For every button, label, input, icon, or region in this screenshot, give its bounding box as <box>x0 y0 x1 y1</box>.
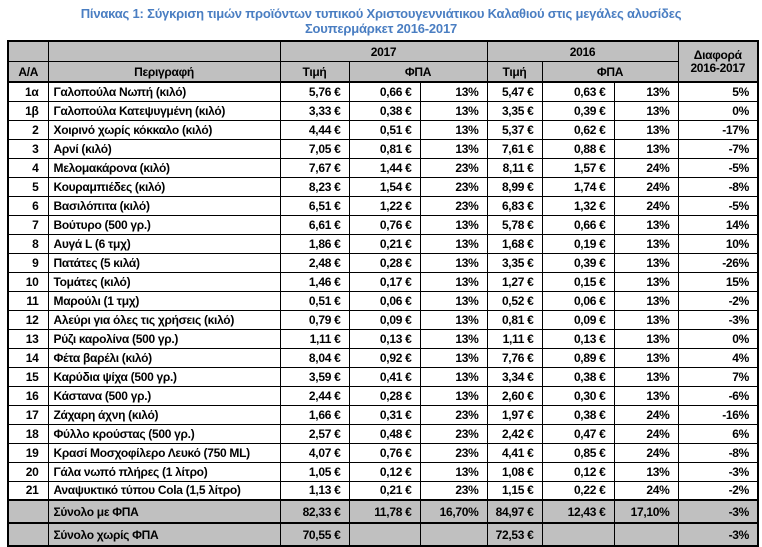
cell-vat-pct-2017: 23% <box>420 196 487 215</box>
cell-vat-2016: 0,09 € <box>542 310 614 329</box>
cell-vat-pct-2017 <box>420 523 487 546</box>
price-comparison-table <box>7 40 759 547</box>
header-group-2017: 2017 <box>280 41 487 62</box>
cell-diff: -26% <box>678 253 758 272</box>
cell-vat-2016 <box>542 523 614 546</box>
cell-diff: 0% <box>678 101 758 120</box>
cell-price-2017: 2,48 € <box>280 253 349 272</box>
cell-vat-pct-2016: 13% <box>614 348 678 367</box>
cell-price-2017: 0,51 € <box>280 291 349 310</box>
cell-vat-2016: 0,22 € <box>542 481 614 500</box>
cell-price-2017: 1,46 € <box>280 272 349 291</box>
cell-diff: 7% <box>678 367 758 386</box>
cell-aa: 17 <box>8 405 48 424</box>
cell-price-2016: 4,41 € <box>487 443 542 462</box>
cell-price-2017: 3,33 € <box>280 101 349 120</box>
cell-price-2017: 3,59 € <box>280 367 349 386</box>
cell-vat-2016: 0,88 € <box>542 139 614 158</box>
cell-aa: 9 <box>8 253 48 272</box>
cell-vat-pct-2017: 13% <box>420 291 487 310</box>
cell-price-2017: 1,86 € <box>280 234 349 253</box>
cell-vat-pct-2017: 13% <box>420 386 487 405</box>
cell-aa: 1β <box>8 101 48 120</box>
cell-price-2017: 6,61 € <box>280 215 349 234</box>
cell-vat-2017: 0,48 € <box>349 424 420 443</box>
table-row <box>8 177 758 196</box>
cell-vat-pct-2016: 13% <box>614 462 678 481</box>
cell-aa: 5 <box>8 177 48 196</box>
table-row <box>8 348 758 367</box>
header-col-vat-2017: ΦΠΑ <box>349 62 487 83</box>
cell-price-2017: 5,76 € <box>280 82 349 101</box>
cell-price-2017: 8,04 € <box>280 348 349 367</box>
cell-description: Κάστανα (500 γρ.) <box>48 386 280 405</box>
cell-price-2016: 2,42 € <box>487 424 542 443</box>
cell-diff: -5% <box>678 158 758 177</box>
cell-aa: 4 <box>8 158 48 177</box>
cell-price-2017: 1,13 € <box>280 481 349 500</box>
cell-vat-pct-2016: 13% <box>614 291 678 310</box>
cell-price-2017: 1,11 € <box>280 329 349 348</box>
cell-aa: 20 <box>8 462 48 481</box>
cell-price-2016: 8,99 € <box>487 177 542 196</box>
table-row <box>8 158 758 177</box>
cell-aa: 2 <box>8 120 48 139</box>
cell-vat-pct-2017: 23% <box>420 158 487 177</box>
cell-price-2017: 2,57 € <box>280 424 349 443</box>
cell-price-2017: 6,51 € <box>280 196 349 215</box>
cell-vat-pct-2016: 13% <box>614 82 678 101</box>
table-row <box>8 405 758 424</box>
cell-description: Αυγά L (6 τμχ) <box>48 234 280 253</box>
cell-vat-2017: 0,31 € <box>349 405 420 424</box>
cell-price-2017: 82,33 € <box>280 500 349 523</box>
cell-vat-pct-2016: 24% <box>614 196 678 215</box>
cell-aa <box>8 523 48 546</box>
cell-vat-2017: 0,51 € <box>349 120 420 139</box>
cell-vat-2017: 0,17 € <box>349 272 420 291</box>
cell-description: Τομάτες (κιλό) <box>48 272 280 291</box>
cell-aa: 7 <box>8 215 48 234</box>
cell-price-2017: 7,67 € <box>280 158 349 177</box>
cell-vat-pct-2017: 13% <box>420 120 487 139</box>
cell-diff: -3% <box>678 523 758 546</box>
cell-diff: -2% <box>678 291 758 310</box>
cell-vat-pct-2016: 13% <box>614 253 678 272</box>
table-row <box>8 253 758 272</box>
cell-price-2017: 2,44 € <box>280 386 349 405</box>
cell-description: Γαλοπούλα Κατεψυγμένη (κιλό) <box>48 101 280 120</box>
cell-vat-pct-2017: 13% <box>420 367 487 386</box>
cell-price-2016: 1,27 € <box>487 272 542 291</box>
cell-vat-2017: 0,66 € <box>349 82 420 101</box>
cell-aa: 14 <box>8 348 48 367</box>
cell-aa: 19 <box>8 443 48 462</box>
cell-vat-2016: 0,85 € <box>542 443 614 462</box>
cell-description: Αρνί (κιλό) <box>48 139 280 158</box>
cell-vat-pct-2016: 17,10% <box>614 500 678 523</box>
cell-diff: -8% <box>678 177 758 196</box>
cell-description: Μελομακάρονα (κιλό) <box>48 158 280 177</box>
cell-diff: -7% <box>678 139 758 158</box>
cell-aa: 13 <box>8 329 48 348</box>
cell-price-2016: 3,34 € <box>487 367 542 386</box>
cell-price-2016: 72,53 € <box>487 523 542 546</box>
cell-diff: 5% <box>678 82 758 101</box>
cell-vat-2017: 0,41 € <box>349 367 420 386</box>
cell-price-2016: 7,61 € <box>487 139 542 158</box>
cell-description: Σύνολο χωρίς ΦΠΑ <box>48 523 280 546</box>
table-row <box>8 310 758 329</box>
header-blank-aa <box>8 41 48 62</box>
cell-price-2016: 1,08 € <box>487 462 542 481</box>
cell-price-2017: 0,79 € <box>280 310 349 329</box>
cell-vat-2016: 0,06 € <box>542 291 614 310</box>
table-row <box>8 329 758 348</box>
cell-vat-pct-2016: 24% <box>614 424 678 443</box>
cell-price-2016: 3,35 € <box>487 101 542 120</box>
cell-vat-2016: 1,57 € <box>542 158 614 177</box>
header-diff-line2: 2016-2017 <box>690 60 746 75</box>
cell-diff: -3% <box>678 462 758 481</box>
table-row <box>8 424 758 443</box>
cell-diff: -5% <box>678 196 758 215</box>
cell-vat-pct-2016: 24% <box>614 443 678 462</box>
cell-vat-2017: 0,76 € <box>349 215 420 234</box>
cell-vat-pct-2016: 13% <box>614 367 678 386</box>
cell-price-2016: 0,81 € <box>487 310 542 329</box>
cell-vat-pct-2016: 13% <box>614 234 678 253</box>
header-col-diff <box>678 41 758 82</box>
cell-vat-2016: 1,74 € <box>542 177 614 196</box>
cell-aa: 6 <box>8 196 48 215</box>
table-row <box>8 272 758 291</box>
table-row <box>8 234 758 253</box>
cell-vat-pct-2016: 24% <box>614 481 678 500</box>
cell-vat-pct-2017: 13% <box>420 329 487 348</box>
cell-vat-pct-2017: 13% <box>420 462 487 481</box>
cell-vat-pct-2016: 24% <box>614 405 678 424</box>
cell-diff: 0% <box>678 329 758 348</box>
cell-aa: 1α <box>8 82 48 101</box>
cell-price-2017: 4,44 € <box>280 120 349 139</box>
table-title-line2: Σουπερμάρκετ 2016-2017 <box>304 21 458 36</box>
cell-description: Σύνολο με ΦΠΑ <box>48 500 280 523</box>
cell-aa <box>8 500 48 523</box>
cell-vat-2016: 0,63 € <box>542 82 614 101</box>
cell-vat-pct-2016: 24% <box>614 158 678 177</box>
table-row <box>8 481 758 500</box>
cell-vat-2016: 0,66 € <box>542 215 614 234</box>
cell-aa: 3 <box>8 139 48 158</box>
cell-vat-2017: 0,28 € <box>349 253 420 272</box>
cell-aa: 18 <box>8 424 48 443</box>
cell-diff: -16% <box>678 405 758 424</box>
cell-aa: 12 <box>8 310 48 329</box>
cell-description: Βασιλόπιτα (κιλό) <box>48 196 280 215</box>
cell-aa: 21 <box>8 481 48 500</box>
header-row-cols <box>8 62 758 83</box>
cell-price-2016: 1,11 € <box>487 329 542 348</box>
header-col-aa: Α/Α <box>8 62 48 83</box>
cell-vat-pct-2017: 13% <box>420 234 487 253</box>
cell-description: Καρύδια ψίχα (500 γρ.) <box>48 367 280 386</box>
cell-vat-2016: 0,38 € <box>542 367 614 386</box>
cell-price-2017: 7,05 € <box>280 139 349 158</box>
cell-vat-2017: 0,12 € <box>349 462 420 481</box>
cell-price-2017: 4,07 € <box>280 443 349 462</box>
table-row <box>8 139 758 158</box>
cell-aa: 8 <box>8 234 48 253</box>
totals-row <box>8 523 758 546</box>
cell-vat-2017: 0,09 € <box>349 310 420 329</box>
cell-description: Φύλλο κρούστας (500 γρ.) <box>48 424 280 443</box>
cell-vat-2017: 0,21 € <box>349 234 420 253</box>
header-group-2016: 2016 <box>487 41 678 62</box>
cell-description: Βούτυρο (500 γρ.) <box>48 215 280 234</box>
cell-diff: -3% <box>678 500 758 523</box>
cell-vat-2016: 0,13 € <box>542 329 614 348</box>
cell-vat-2016: 0,30 € <box>542 386 614 405</box>
cell-price-2016: 1,97 € <box>487 405 542 424</box>
cell-description: Γαλοπούλα Νωπή (κιλό) <box>48 82 280 101</box>
header-blank-desc <box>48 41 280 62</box>
cell-vat-2017: 0,13 € <box>349 329 420 348</box>
cell-vat-2016: 1,32 € <box>542 196 614 215</box>
cell-vat-pct-2017: 13% <box>420 310 487 329</box>
cell-price-2016: 5,37 € <box>487 120 542 139</box>
cell-description: Γάλα νωπό πλήρες (1 λίτρο) <box>48 462 280 481</box>
cell-price-2016: 8,11 € <box>487 158 542 177</box>
cell-price-2016: 7,76 € <box>487 348 542 367</box>
cell-diff: -6% <box>678 386 758 405</box>
cell-vat-pct-2017: 13% <box>420 139 487 158</box>
cell-vat-pct-2016: 13% <box>614 386 678 405</box>
cell-vat-2016: 12,43 € <box>542 500 614 523</box>
table-row <box>8 120 758 139</box>
cell-price-2016: 3,35 € <box>487 253 542 272</box>
cell-diff: -2% <box>678 481 758 500</box>
table-row <box>8 101 758 120</box>
cell-aa: 11 <box>8 291 48 310</box>
cell-vat-pct-2016: 13% <box>614 272 678 291</box>
cell-vat-2017 <box>349 523 420 546</box>
cell-vat-2017: 0,81 € <box>349 139 420 158</box>
cell-vat-2017: 0,28 € <box>349 386 420 405</box>
cell-vat-2017: 0,76 € <box>349 443 420 462</box>
cell-vat-pct-2016: 13% <box>614 329 678 348</box>
cell-diff: -17% <box>678 120 758 139</box>
cell-vat-2016: 0,15 € <box>542 272 614 291</box>
cell-description: Πατάτες (5 κιλά) <box>48 253 280 272</box>
cell-aa: 15 <box>8 367 48 386</box>
cell-description: Αλεύρι για όλες τις χρήσεις (κιλό) <box>48 310 280 329</box>
table-row <box>8 443 758 462</box>
cell-description: Ζάχαρη άχνη (κιλό) <box>48 405 280 424</box>
cell-diff: 4% <box>678 348 758 367</box>
cell-vat-pct-2017: 13% <box>420 272 487 291</box>
totals-row <box>8 500 758 523</box>
table-title-line1: Πίνακας 1: Σύγκριση τιμών προϊόντων τυπικού Χριστουγεννιάτικου Καλαθιού στις μεγάλες αλυσίδες <box>80 6 682 21</box>
cell-price-2017: 1,05 € <box>280 462 349 481</box>
cell-price-2017: 1,66 € <box>280 405 349 424</box>
table-row <box>8 367 758 386</box>
cell-description: Κρασί Μοσχοφίλερο Λευκό (750 ML) <box>48 443 280 462</box>
table-title <box>0 6 762 36</box>
cell-vat-2016: 0,62 € <box>542 120 614 139</box>
cell-price-2016: 2,60 € <box>487 386 542 405</box>
cell-diff: 10% <box>678 234 758 253</box>
cell-price-2016: 5,78 € <box>487 215 542 234</box>
cell-vat-pct-2017: 13% <box>420 348 487 367</box>
cell-price-2017: 8,23 € <box>280 177 349 196</box>
table-row <box>8 215 758 234</box>
cell-vat-pct-2017: 13% <box>420 215 487 234</box>
cell-diff: -8% <box>678 443 758 462</box>
cell-vat-pct-2016: 13% <box>614 215 678 234</box>
cell-description: Μαρούλι (1 τμχ) <box>48 291 280 310</box>
header-row-groups <box>8 41 758 62</box>
cell-vat-pct-2016: 13% <box>614 310 678 329</box>
table-row <box>8 82 758 101</box>
cell-description: Φέτα βαρέλι (κιλό) <box>48 348 280 367</box>
header-col-price-2016: Τιμή <box>487 62 542 83</box>
cell-diff: 14% <box>678 215 758 234</box>
cell-vat-2016: 0,12 € <box>542 462 614 481</box>
cell-vat-pct-2017: 13% <box>420 82 487 101</box>
cell-description: Κουραμπιέδες (κιλό) <box>48 177 280 196</box>
cell-vat-pct-2016: 13% <box>614 120 678 139</box>
cell-price-2016: 1,15 € <box>487 481 542 500</box>
cell-vat-2016: 0,39 € <box>542 101 614 120</box>
header-col-vat-2016: ΦΠΑ <box>542 62 678 83</box>
cell-vat-pct-2016: 13% <box>614 139 678 158</box>
cell-vat-2016: 0,89 € <box>542 348 614 367</box>
cell-price-2016: 0,52 € <box>487 291 542 310</box>
table-row <box>8 386 758 405</box>
cell-aa: 16 <box>8 386 48 405</box>
cell-description: Χοιρινό χωρίς κόκκαλο (κιλό) <box>48 120 280 139</box>
cell-vat-2017: 0,21 € <box>349 481 420 500</box>
cell-price-2016: 5,47 € <box>487 82 542 101</box>
cell-vat-pct-2016: 13% <box>614 101 678 120</box>
cell-vat-2017: 0,06 € <box>349 291 420 310</box>
cell-vat-2017: 11,78 € <box>349 500 420 523</box>
cell-vat-pct-2017: 23% <box>420 481 487 500</box>
cell-diff: 6% <box>678 424 758 443</box>
cell-price-2017: 70,55 € <box>280 523 349 546</box>
cell-vat-2016: 0,19 € <box>542 234 614 253</box>
cell-vat-2016: 0,38 € <box>542 405 614 424</box>
cell-vat-pct-2017: 13% <box>420 253 487 272</box>
cell-price-2016: 84,97 € <box>487 500 542 523</box>
header-col-desc: Περιγραφή <box>48 62 280 83</box>
cell-aa: 10 <box>8 272 48 291</box>
cell-vat-2017: 1,22 € <box>349 196 420 215</box>
cell-vat-pct-2016 <box>614 523 678 546</box>
header-col-price-2017: Τιμή <box>280 62 349 83</box>
table-row <box>8 196 758 215</box>
cell-vat-pct-2017: 23% <box>420 177 487 196</box>
cell-vat-2017: 1,44 € <box>349 158 420 177</box>
cell-vat-pct-2017: 23% <box>420 405 487 424</box>
cell-vat-pct-2017: 23% <box>420 424 487 443</box>
cell-vat-pct-2016: 24% <box>614 177 678 196</box>
table-row <box>8 462 758 481</box>
table-row <box>8 291 758 310</box>
cell-price-2016: 1,68 € <box>487 234 542 253</box>
cell-vat-2016: 0,39 € <box>542 253 614 272</box>
cell-price-2016: 6,83 € <box>487 196 542 215</box>
cell-diff: -3% <box>678 310 758 329</box>
cell-vat-2017: 0,38 € <box>349 101 420 120</box>
cell-vat-pct-2017: 23% <box>420 443 487 462</box>
header-diff-line1: Διαφορά <box>693 47 742 62</box>
cell-description: Αναψυκτικό τύπου Cola (1,5 λίτρο) <box>48 481 280 500</box>
cell-vat-2017: 0,92 € <box>349 348 420 367</box>
cell-description: Ρύζι καρολίνα (500 γρ.) <box>48 329 280 348</box>
cell-vat-2016: 0,47 € <box>542 424 614 443</box>
cell-vat-pct-2017: 16,70% <box>420 500 487 523</box>
cell-vat-pct-2017: 13% <box>420 101 487 120</box>
cell-vat-2017: 1,54 € <box>349 177 420 196</box>
cell-diff: 15% <box>678 272 758 291</box>
